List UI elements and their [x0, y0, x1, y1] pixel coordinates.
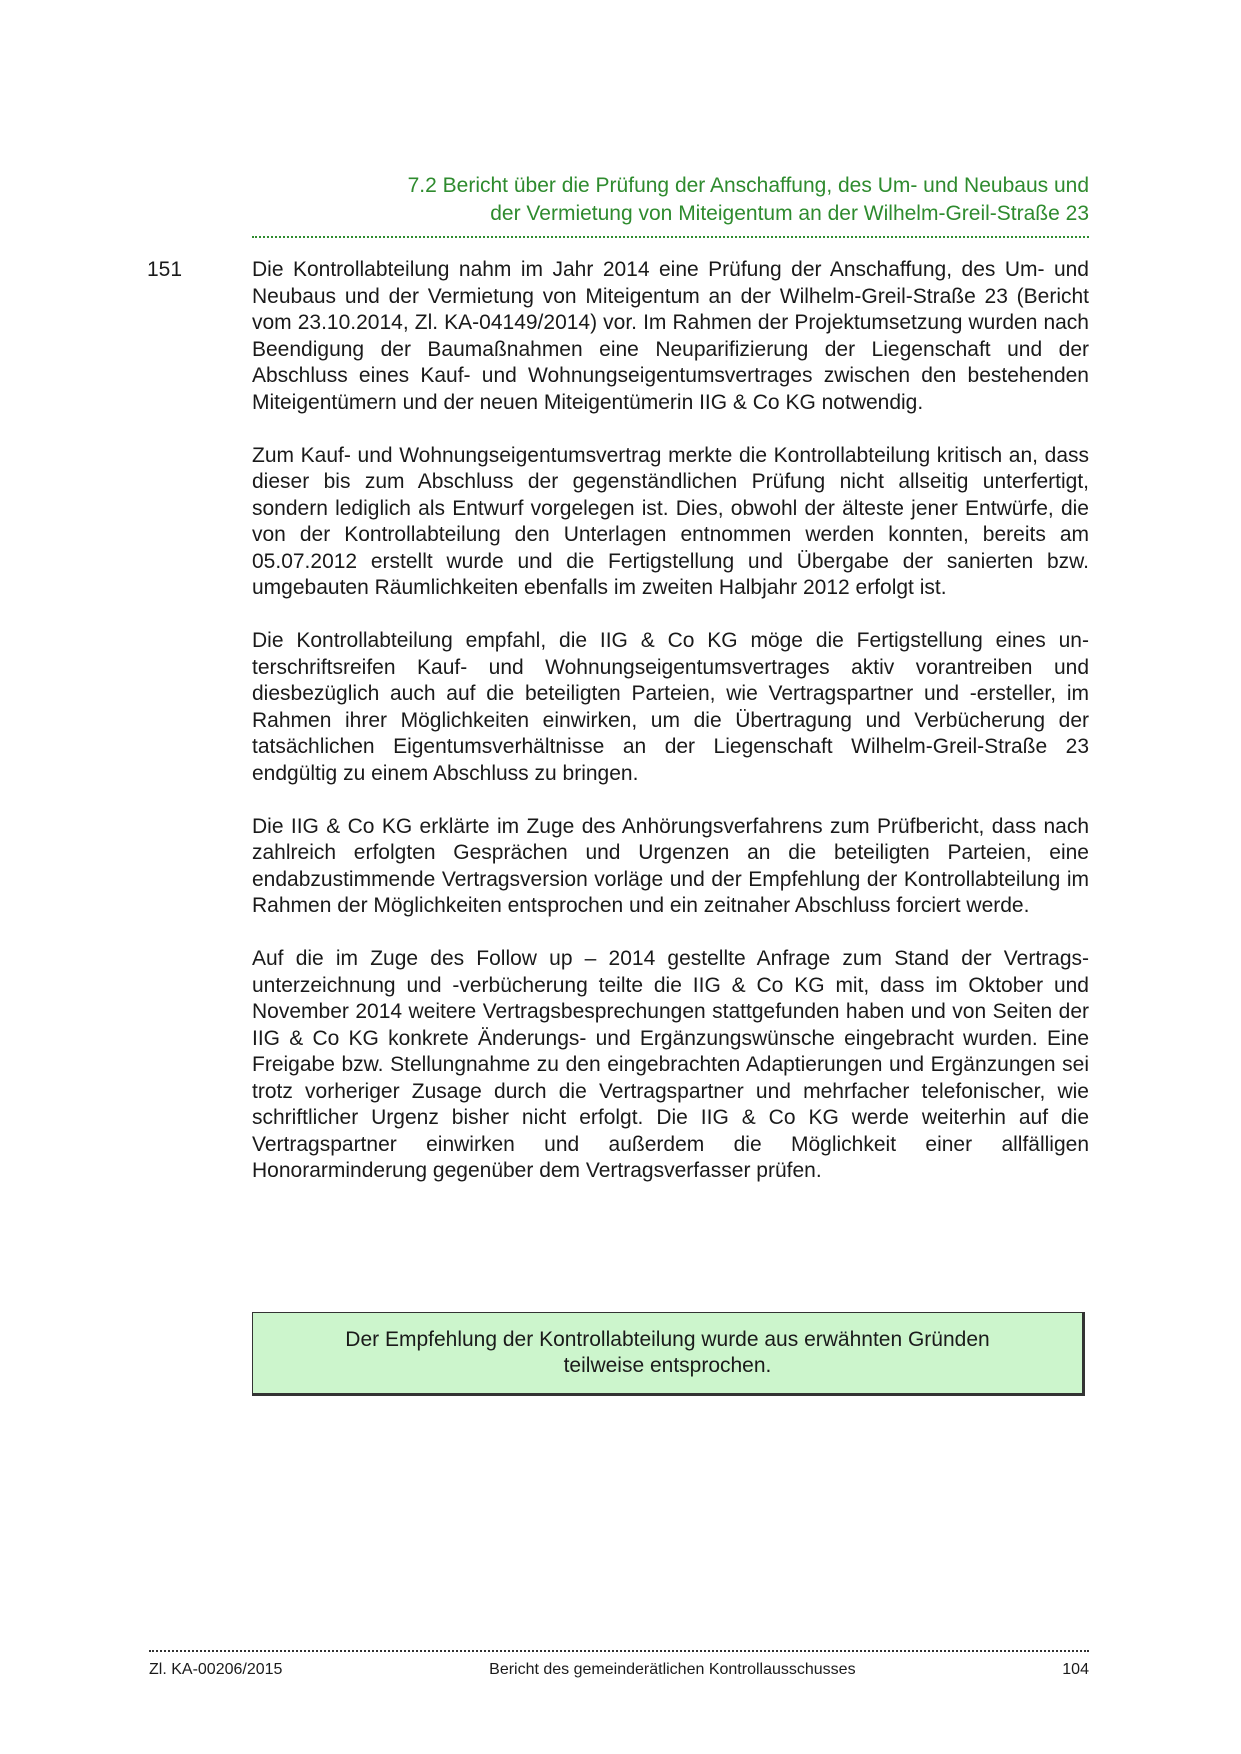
- footer-divider: [149, 1650, 1089, 1652]
- paragraph-1: Die Kontrollabteilung nahm im Jahr 2014 eine Prüfung der Anschaffung, des Um- und Neubaus und der Vermietung von Miteigentum an der Wilhelm-Greil-Straße 23 (Bericht vom 23.10.2014, Zl. KA-04149/2014) vor. Im Rahmen der Projektumsetzung wurden nach Beendigung der Baumaßnahmen eine Neuparifizierung der Liegenschaft und der Abschluss eines Kauf- und Wohnungseigentumsvertrages zwischen den bestehenden Miteigentümern und der neuen Miteigentümerin IIG & Co KG notwendig.: [252, 258, 1089, 414]
- footer-reference: Zl. KA-00206/2015: [149, 1661, 283, 1678]
- result-box-text: Der Empfehlung der Kontrollabteilung wurde aus erwähnten Gründen teilweise entsprochen.: [345, 1327, 990, 1377]
- footer-page-number: 104: [1062, 1661, 1089, 1678]
- section-heading-line-2: der Vermietung von Miteigentum an der Wilhelm-Greil-Straße 23: [490, 202, 1089, 225]
- page-footer: [149, 1660, 1089, 1680]
- paragraph-5: Auf die im Zuge des Follow up – 2014 gestellte Anfrage zum Stand der Vertragsunterzeichnung und -verbücherung teilte die IIG & Co KG mit, dass im Oktober und November 2014 weitere Vertragsbesprechungen stattgefunden haben und von Seiten der IIG & Co KG konkrete Änderungs- und Ergänzungswünsche eingebracht wurden. Eine Freigabe bzw. Stellungnahme zu den eingebrachten Adaptierungen und Ergänzungen sei trotz vorheriger Zusage durch die Vertragspartner und mehrfacher telefonischer, wie schriftlicher Urgenz bisher nicht erfolgt. Die IIG & Co KG werde weiterhin auf die Vertragspartner einwirken und außerdem die Möglichkeit einer allfälligen Honorarminderung gegenüber dem Vertragsverfasser prüfen.: [252, 947, 1089, 1182]
- body-text: [252, 257, 1089, 1211]
- result-box: [252, 1312, 1085, 1396]
- paragraph-number: 151: [147, 258, 183, 281]
- section-heading: [252, 172, 1089, 228]
- paragraph-3: Die Kontrollabteilung empfahl, die IIG & Co KG möge die Fertigstellung eines unterschriftsreifen Kauf- und Wohnungseigentumsvertrages aktiv vorantreiben und diesbezüglich auch auf die beteiligten Parteien, wie Vertragspartner und -ersteller, im Rahmen ihrer Möglichkeiten einwirken, um die Übertragung und Verbücherung der tatsächlichen Eigentumsverhältnisse an der Liegenschaft Wilhelm-Greil-Straße 23 endgültig zu einem Abschluss zu bringen.: [252, 629, 1089, 785]
- section-heading-line-1: 7.2 Bericht über die Prüfung der Anschaffung, des Um- und Neubaus und: [407, 174, 1089, 197]
- footer-title: Bericht des gemeinderätlichen Kontrollausschusses: [489, 1661, 856, 1678]
- header-divider: [252, 236, 1089, 238]
- paragraph-4: Die IIG & Co KG erklärte im Zuge des Anhörungsverfahrens zum Prüfbericht, dass nach zahlreich erfolgten Gesprächen und Urgenzen an die beteiligten Parteien, eine endabzustimmende Vertragsversion vorläge und der Empfehlung der Kontrollabteilung im Rahmen der Möglichkeiten entsprochen und ein zeitnaher Abschluss forciert werde.: [252, 814, 1089, 917]
- paragraph-2: Zum Kauf- und Wohnungseigentumsvertrag merkte die Kontrollabteilung kritisch an, dass dieser bis zum Abschluss der gegenständlichen Prüfung nicht allseitig unterfertigt, sondern lediglich als Entwurf vorgelegen ist. Dies, obwohl der älteste jener Entwürfe, die von der Kontrollabteilung den Unterlagen entnommen werden konnten, bereits am 05.07.2012 erstellt wurde und die Fertigstellung und Übergabe der sanierten bzw. umgebauten Räumlichkeiten ebenfalls im zweiten Halbjahr 2012 erfolgt ist.: [252, 443, 1089, 599]
